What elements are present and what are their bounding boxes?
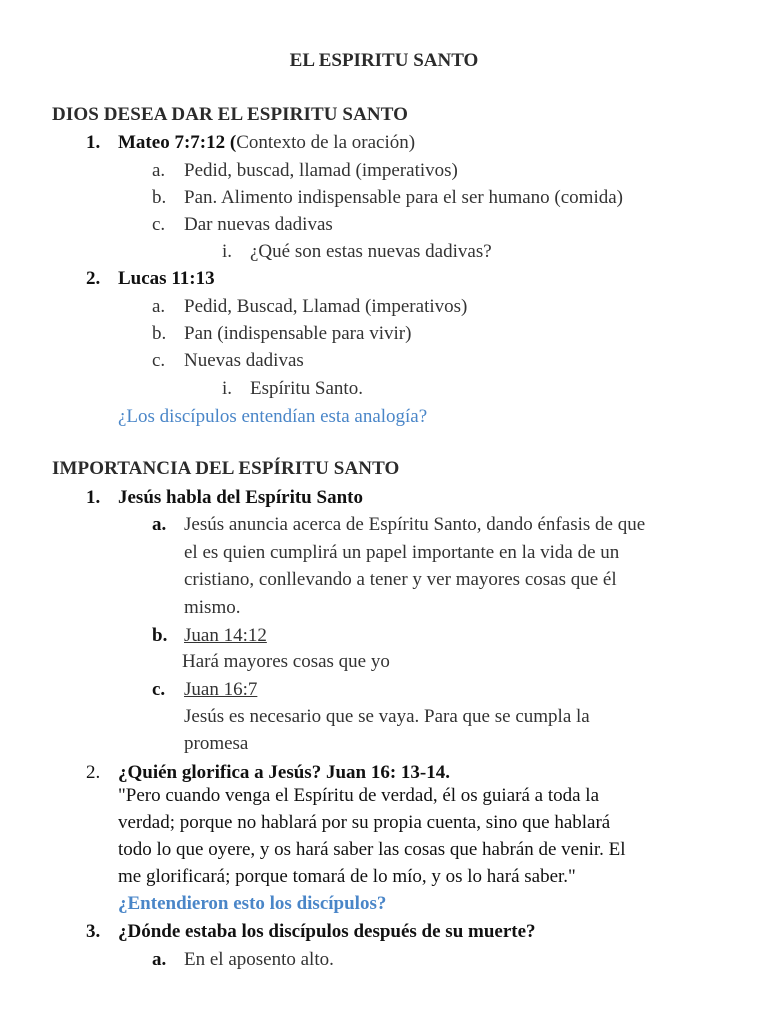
s1-item2-sub-a-letter: a. (152, 296, 166, 317)
s2-item2-number: 2. (86, 762, 101, 783)
section2-heading: IMPORTANCIA DEL ESPÍRITU SANTO (52, 458, 400, 479)
s1-item2-sub-c: Nuevas dadivas (184, 350, 304, 371)
s2-item2-quote-line4: me glorificará; porque tomará de lo mío, y os lo hará saber." (118, 866, 576, 887)
s2-item1-c-line1: Jesús es necesario que se vaya. Para que se cumpla la (184, 706, 590, 727)
s1-item1-roman: ¿Qué son estas nuevas dadivas? (250, 241, 492, 262)
s1-item1-sub-a: Pedid, buscad, llamad (imperativos) (184, 160, 458, 181)
s2-item1-text: Jesús habla del Espíritu Santo (118, 487, 363, 508)
s1-item2-sub-a: Pedid, Buscad, Llamad (imperativos) (184, 296, 468, 317)
s1-item2-ref: Lucas 11:13 (118, 268, 215, 289)
s1-item1-sub-b-letter: b. (152, 187, 167, 208)
s2-item1-c-ref: Juan 16:7 (184, 679, 258, 700)
s2-item3-a-text: En el aposento alto. (184, 949, 334, 970)
s2-item1-b-ref: Juan 14:12 (184, 625, 267, 646)
s2-item1-c-line2: promesa (184, 733, 249, 754)
s2-item3-text: ¿Dónde estaba los discípulos después de su muerte? (118, 921, 536, 942)
s1-item1-sub-a-letter: a. (152, 160, 166, 181)
s2-item1-b-letter: b. (152, 625, 168, 646)
s1-question: ¿Los discípulos entendían esta analogía? (118, 406, 428, 427)
s2-item3-a-letter: a. (152, 949, 167, 970)
s1-item1 (118, 129, 415, 156)
s1-item2-sub-c-letter: c. (152, 350, 166, 371)
s1-item2-roman-num: i. (222, 378, 233, 399)
s2-item1-b-text: Hará mayores cosas que yo (182, 651, 390, 672)
s2-item3-number: 3. (86, 921, 101, 942)
s2-item1-a-letter: a. (152, 514, 167, 535)
s2-item1-number: 1. (86, 487, 101, 508)
s1-item2-sub-b-letter: b. (152, 323, 167, 344)
document-title: EL ESPIRITU SANTO (289, 50, 479, 71)
s2-item1-a-line1: Jesús anuncia acerca de Espíritu Santo, dando énfasis de que (184, 514, 646, 535)
s1-item2-sub-b: Pan (indispensable para vivir) (184, 323, 412, 344)
s2-item2-text: ¿Quién glorifica a Jesús? Juan 16: 13-14. (118, 762, 450, 783)
s2-item2-quote-line1: "Pero cuando venga el Espíritu de verdad, él os guiará a toda la (118, 785, 600, 806)
s2-item1-c-letter: c. (152, 679, 166, 700)
s2-item1-a-line3: cristiano, conllevando a tener y ver mayores cosas que él (184, 569, 617, 590)
s1-item1-sub-b: Pan. Alimento indispensable para el ser humano (comida) (184, 187, 623, 208)
s1-item1-roman-num: i. (222, 241, 233, 262)
s2-item1-a-line4: mismo. (184, 597, 241, 618)
s1-item1-number: 1. (86, 132, 101, 153)
s1-item1-sub-c-letter: c. (152, 214, 166, 235)
section1-heading: DIOS DESEA DAR EL ESPIRITU SANTO (52, 104, 409, 125)
s2-item2-question: ¿Entendieron esto los discípulos? (118, 893, 387, 914)
s2-item2-quote-line3: todo lo que oyere, y os hará saber las cosas que habrán de venir. El (118, 839, 626, 860)
s1-item1-ref: Mateo 7:7:12 ( (118, 132, 237, 153)
s1-item2-roman: Espíritu Santo. (250, 378, 363, 399)
s1-item2-number: 2. (86, 268, 101, 289)
s1-item1-context: Contexto de la oración) (236, 132, 416, 153)
s1-item1-sub-c: Dar nuevas dadivas (184, 214, 333, 235)
s2-item2-quote-line2: verdad; porque no hablará por su propia cuenta, sino que hablará (118, 812, 611, 833)
s2-item1-a-line2: el es quien cumplirá un papel importante en la vida de un (184, 542, 620, 563)
